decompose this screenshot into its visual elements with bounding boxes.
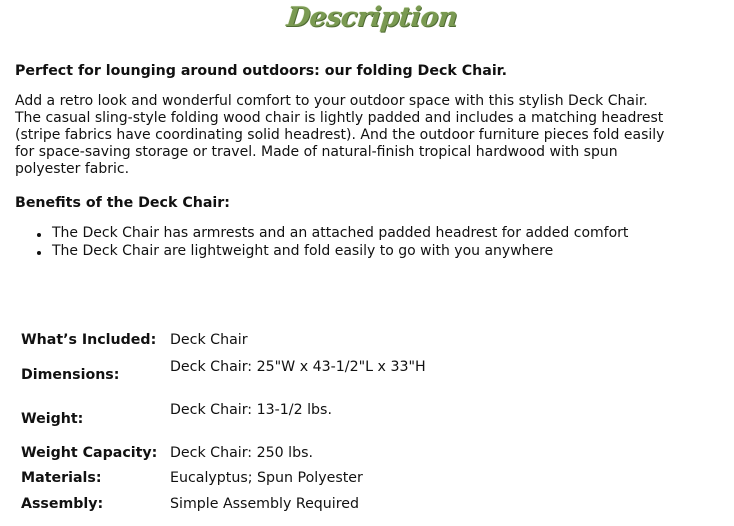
benefits-heading: Benefits of the Deck Chair: (15, 195, 230, 211)
benefit-item: The Deck Chair has armrests and an attached padded headrest for added comfort (37, 225, 628, 243)
spec-value: Deck Chair: 13-1/2 lbs. (170, 402, 332, 418)
spec-label: Materials: (21, 470, 102, 486)
benefits-list (37, 225, 628, 260)
spec-label: Dimensions: (21, 367, 120, 383)
benefit-item: The Deck Chair are lightweight and fold easily to go with you anywhere (37, 243, 628, 261)
intro-line: (stripe fabrics have coordinating solid headrest). And the outdoor furniture pieces fold easily (15, 127, 665, 143)
intro-line: for space-saving storage or travel. Made of natural-finish tropical hardwood with spun (15, 144, 618, 160)
spec-label: Weight: (21, 411, 84, 427)
spec-value: Deck Chair: 250 lbs. (170, 445, 314, 461)
intro-paragraph (15, 93, 731, 178)
description-title: Description (285, 2, 459, 33)
spec-value: Deck Chair: 25"W x 43-1/2"L x 33"H (170, 359, 426, 375)
spec-value: Deck Chair (170, 332, 248, 348)
spec-value: Simple Assembly Required (170, 496, 359, 512)
product-headline: Perfect for lounging around outdoors: our folding Deck Chair. (15, 63, 508, 79)
intro-line: The casual sling-style folding wood chair is lightly padded and includes a matching headrest (15, 110, 664, 126)
spec-label: What’s Included: (21, 332, 157, 348)
spec-label: Assembly: (21, 496, 104, 512)
intro-line: Add a retro look and wonderful comfort to your outdoor space with this stylish Deck Chair. (15, 93, 648, 109)
spec-label: Weight Capacity: (21, 445, 158, 461)
spec-value: Eucalyptus; Spun Polyester (170, 470, 363, 486)
intro-line: polyester fabric. (15, 161, 130, 177)
